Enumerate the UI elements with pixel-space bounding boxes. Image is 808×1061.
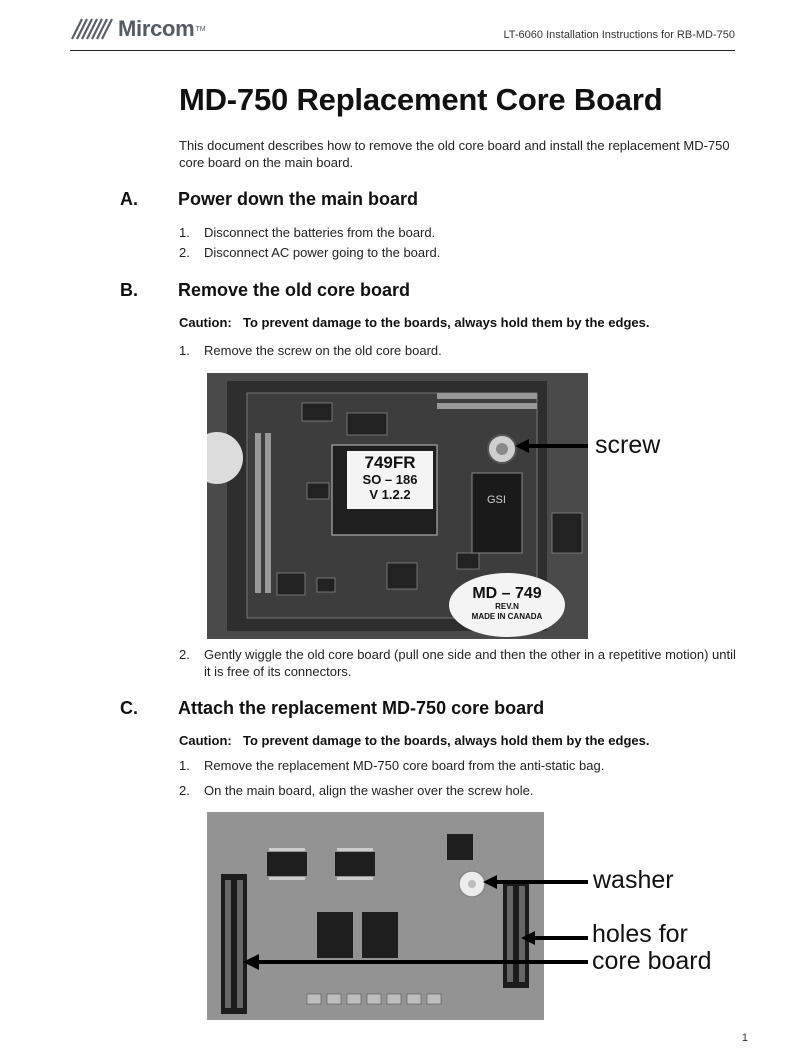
- page-header: [70, 16, 735, 51]
- board-label-line-2: REV.N: [495, 602, 519, 611]
- step-text: Disconnect the batteries from the board.: [204, 225, 436, 240]
- step-text: On the main board, align the washer over the screw hole.: [204, 783, 534, 798]
- section-letter: B.: [120, 280, 138, 300]
- caution-text: To prevent damage to the boards, always hold them by the edges.: [243, 733, 650, 748]
- section-letter: C.: [120, 698, 138, 718]
- chip-label-line-1: 749FR: [364, 453, 416, 472]
- step-number: 2.: [179, 647, 190, 662]
- step-number: 1.: [179, 758, 190, 773]
- main-board-image: [207, 812, 544, 1020]
- step-number: 2.: [179, 783, 190, 798]
- chip-label-line-2: SO – 186: [362, 472, 418, 487]
- page-title: MD-750 Replacement Core Board: [179, 82, 663, 117]
- chip-label-line-3: V 1.2.2: [369, 487, 411, 502]
- holes-arrow-line-upper: [544, 936, 588, 940]
- callout-screw: screw: [595, 431, 661, 459]
- step-text: Disconnect AC power going to the board.: [204, 245, 441, 260]
- section-title: Attach the replacement MD-750 core board: [178, 698, 545, 718]
- board-label-line-1: MD – 749: [472, 585, 542, 602]
- caution-note: [179, 315, 649, 330]
- side-chip-label: GSI: [487, 494, 506, 506]
- section-title: Remove the old core board: [178, 280, 411, 300]
- old-core-board-photo: [207, 373, 588, 639]
- intro-paragraph: This document describes how to remove the old core board and install the replacement MD-750 core board on the main board.: [179, 138, 730, 170]
- logo-text: Mircom: [118, 16, 195, 41]
- callout-holes-line-1: holes for: [592, 920, 688, 948]
- holes-arrow-line-lower: [544, 960, 588, 964]
- board-label: [457, 585, 557, 622]
- step-text: Remove the screw on the old core board.: [204, 343, 442, 358]
- mircom-mark-icon: [70, 17, 114, 41]
- step-number: 1.: [179, 225, 190, 240]
- callout-holes-line-2: core board: [592, 947, 712, 975]
- step-text: Remove the replacement MD-750 core board from the anti-static bag.: [204, 758, 605, 773]
- step-number: 2.: [179, 245, 190, 260]
- board-label-line-3: MADE IN CANADA: [471, 612, 543, 621]
- step-text: Gently wiggle the old core board (pull one side and then the other in a repetitive motion) until it is free of its connectors.: [204, 647, 736, 679]
- caution-label: Caution:: [179, 733, 232, 748]
- section-letter: A.: [120, 189, 138, 209]
- caution-note: [179, 733, 649, 748]
- callout-washer: washer: [593, 866, 674, 894]
- processor-label: [347, 453, 433, 502]
- caution-label: Caution:: [179, 315, 232, 330]
- caution-text: To prevent damage to the boards, always hold them by the edges.: [243, 315, 650, 330]
- mircom-logo: [70, 16, 206, 42]
- step-number: 1.: [179, 343, 190, 358]
- logo-trademark: TM: [195, 25, 206, 33]
- washer-arrow-line: [544, 880, 588, 884]
- section-title: Power down the main board: [178, 189, 419, 209]
- main-board-photo: [207, 812, 544, 1020]
- document-reference: LT-6060 Installation Instructions for RB-MD-750: [503, 29, 735, 41]
- page-number: 1: [741, 1032, 748, 1044]
